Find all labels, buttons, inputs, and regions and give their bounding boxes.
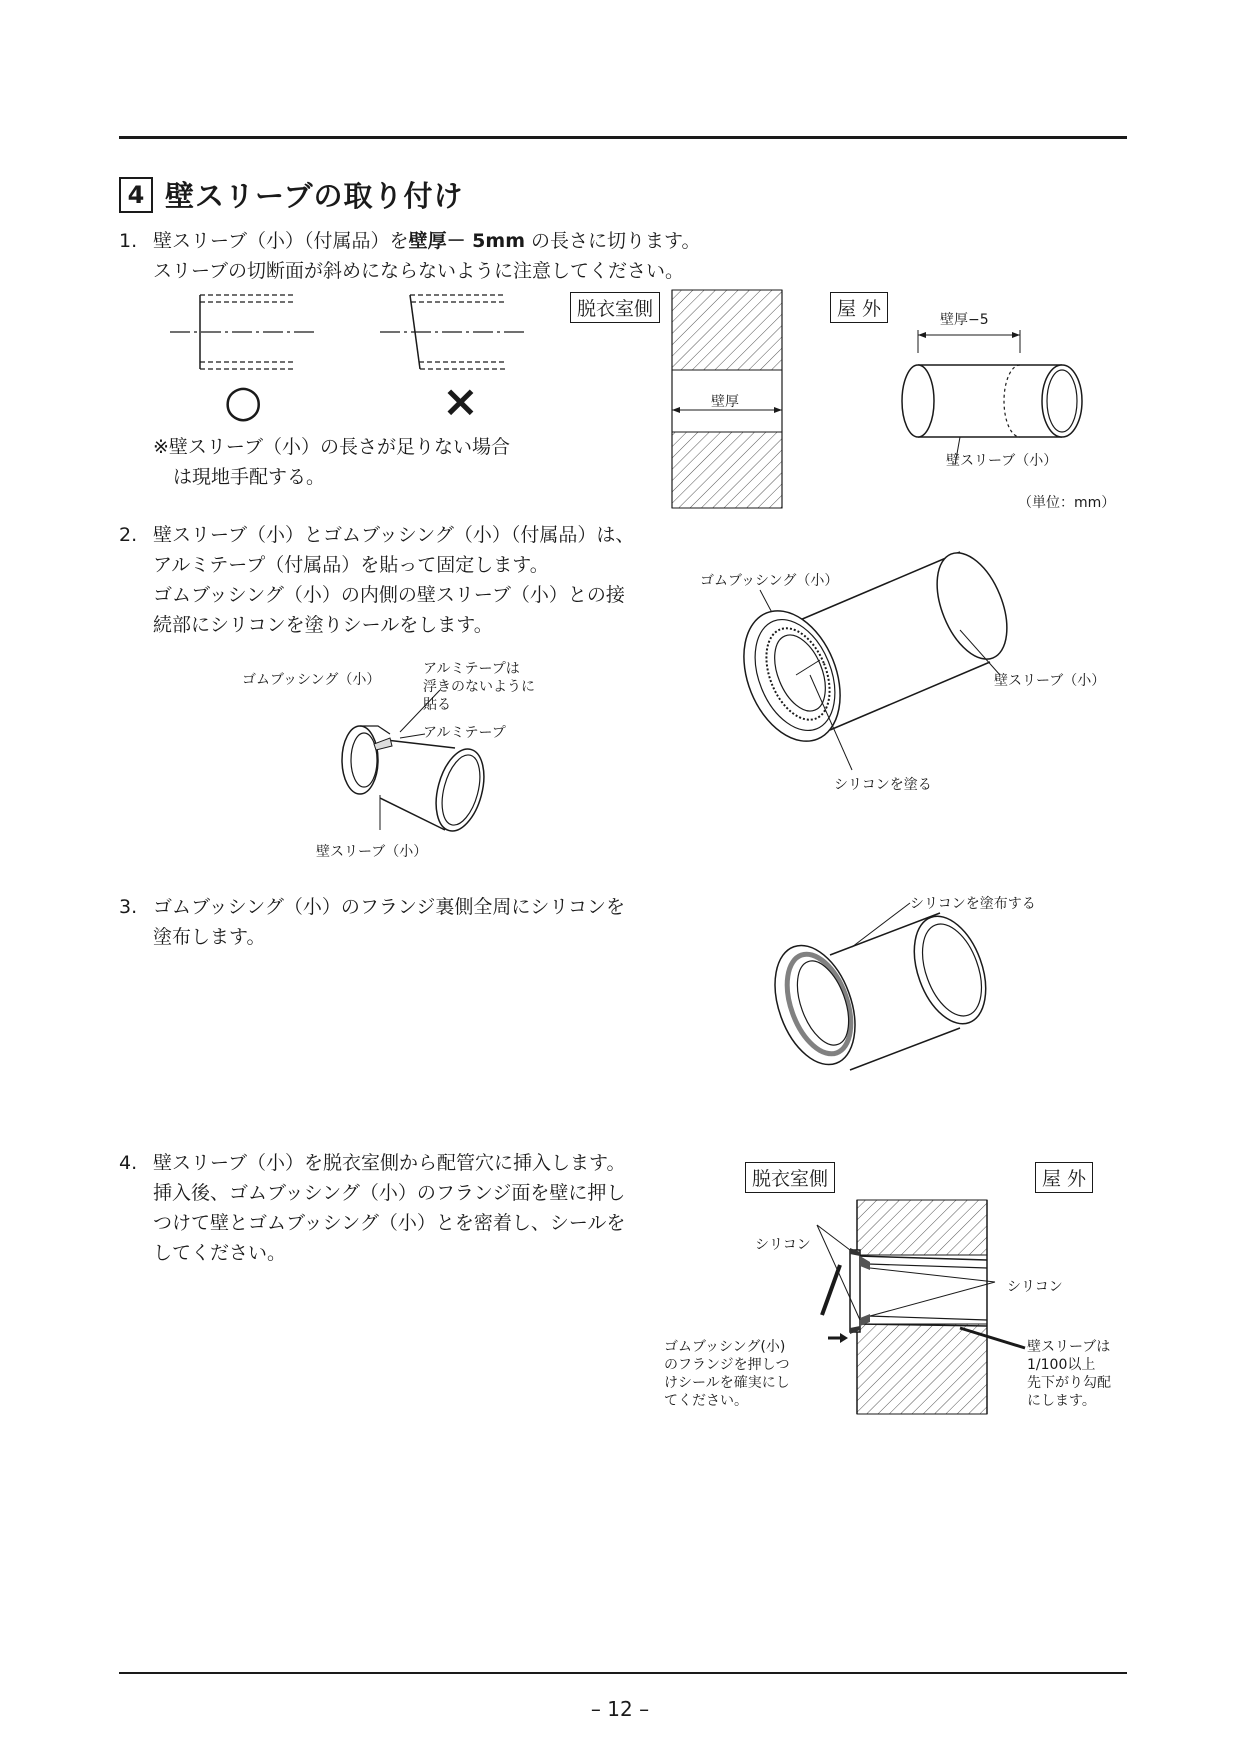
step-2-line4: 続部にシリコンを塗りシールをします。 — [153, 614, 493, 636]
section-title: 壁スリーブの取り付け — [165, 179, 464, 213]
step-4-line3: つけて壁とゴムブッシング（小）とを密着し、シールを — [153, 1212, 626, 1234]
step-4-indoor-label: 脱衣室側 — [745, 1162, 835, 1193]
bad-cut-diagram — [380, 290, 530, 370]
slope-note-2: 1/100以上 — [1027, 1357, 1096, 1373]
step-4-silicone-right: シリコン — [1007, 1279, 1063, 1295]
bottom-rule — [119, 1672, 1127, 1674]
slope-note-4: にします。 — [1027, 1393, 1096, 1409]
fig-b-bushing-label: ゴムブッシング（小） — [700, 573, 839, 589]
slope-note-3: 先下がり勾配 — [1027, 1375, 1111, 1391]
step-1-line2: スリーブの切断面が斜めにならないように注意してください。 — [153, 260, 685, 282]
step-4-silicone-left: シリコン — [755, 1237, 811, 1253]
bushing-note-4: てください。 — [664, 1393, 748, 1409]
step-4-line2: 挿入後、ゴムブッシング（小）のフランジ面を壁に押し — [153, 1182, 626, 1204]
wall-thickness-label: 壁厚 — [711, 394, 739, 410]
step-4-number: 4. — [119, 1152, 138, 1174]
step-4-text — [119, 1148, 719, 1268]
step-1-line1-bold: 壁厚－ 5mm — [408, 230, 525, 252]
page-number: – 12 – — [590, 1697, 650, 1721]
step-4-bushing-note — [664, 1338, 790, 1410]
step-3-number: 3. — [119, 896, 138, 918]
fig-a-tape-label: アルミテープ — [423, 725, 506, 741]
step-1-text — [119, 226, 839, 286]
step-2-number: 2. — [119, 524, 138, 546]
step-4-outdoor-label: 屋 外 — [1035, 1162, 1093, 1193]
step-1-indoor-label: 脱衣室側 — [570, 292, 660, 323]
step-1-number: 1. — [119, 230, 138, 252]
step-2-text — [119, 520, 719, 640]
fig-b-silicone-label: シリコンを塗る — [834, 777, 932, 793]
bushing-note-2: のフランジを押しつ — [664, 1357, 790, 1373]
bad-mark: × — [442, 376, 479, 427]
step-3-text — [119, 892, 719, 952]
step-3-silicone-label: シリコンを塗布する — [910, 896, 1036, 912]
fig-b-sleeve-label: 壁スリーブ（小） — [994, 673, 1106, 689]
good-cut-diagram — [170, 290, 320, 370]
top-rule — [119, 136, 1127, 139]
unit-label: （単位：mm） — [1018, 495, 1116, 511]
step-2-line2: アルミテープ（付属品）を貼って固定します。 — [153, 554, 549, 576]
fig-a-sleeve-label: 壁スリーブ（小） — [316, 844, 428, 860]
fig-a-sleeve-with-bushing — [330, 690, 500, 840]
step-4-wall-install-diagram — [820, 1200, 1020, 1415]
section-heading — [119, 174, 464, 215]
step-1-note-line1: ※壁スリーブ（小）の長さが足りない場合 — [153, 436, 510, 458]
step-1-note-line2: は現地手配する。 — [173, 466, 326, 488]
sleeve-cut-diagram — [880, 325, 1100, 465]
step-3-sleeve-diagram — [770, 895, 1010, 1095]
step-4-line4: してください。 — [153, 1242, 287, 1264]
cut-length-label: 壁厚−5 — [940, 312, 989, 328]
slope-note-1: 壁スリーブは — [1027, 1339, 1111, 1355]
step-1-outdoor-label: 屋 外 — [830, 292, 888, 323]
step-4-slope-note — [1027, 1338, 1111, 1410]
fig-a-tape-note-2: 浮きのないように — [423, 679, 535, 695]
good-mark: ○ — [224, 376, 263, 427]
fig-a-tape-note-1: アルミテープは — [423, 661, 520, 677]
step-3-line2: 塗布します。 — [153, 926, 266, 948]
bushing-note-1: ゴムブッシング(小) — [664, 1339, 786, 1355]
step-4-line1: 壁スリーブ（小）を脱衣室側から配管穴に挿入します。 — [153, 1152, 626, 1174]
step-2-line3: ゴムブッシング（小）の内側の壁スリーブ（小）との接 — [153, 584, 625, 606]
step-1-line1-a: 壁スリーブ（小）（付属品）を — [153, 230, 409, 252]
bushing-note-3: けシールを確実にし — [664, 1375, 790, 1391]
fig-a-bushing-label: ゴムブッシング（小） — [242, 672, 381, 688]
step-1-line1-b: の長さに切ります。 — [525, 230, 701, 252]
step-1-sleeve-label: 壁スリーブ（小） — [946, 453, 1058, 469]
fig-b-sleeve-with-bushing — [740, 540, 1040, 780]
step-1-note — [153, 432, 510, 492]
fig-a-tape-note-3: 貼る — [423, 697, 451, 713]
section-number: 4 — [119, 177, 153, 213]
step-2-line1: 壁スリーブ（小）とゴムブッシング（小）（付属品）は、 — [153, 524, 635, 546]
step-3-line1: ゴムブッシング（小）のフランジ裏側全周にシリコンを — [153, 896, 625, 918]
